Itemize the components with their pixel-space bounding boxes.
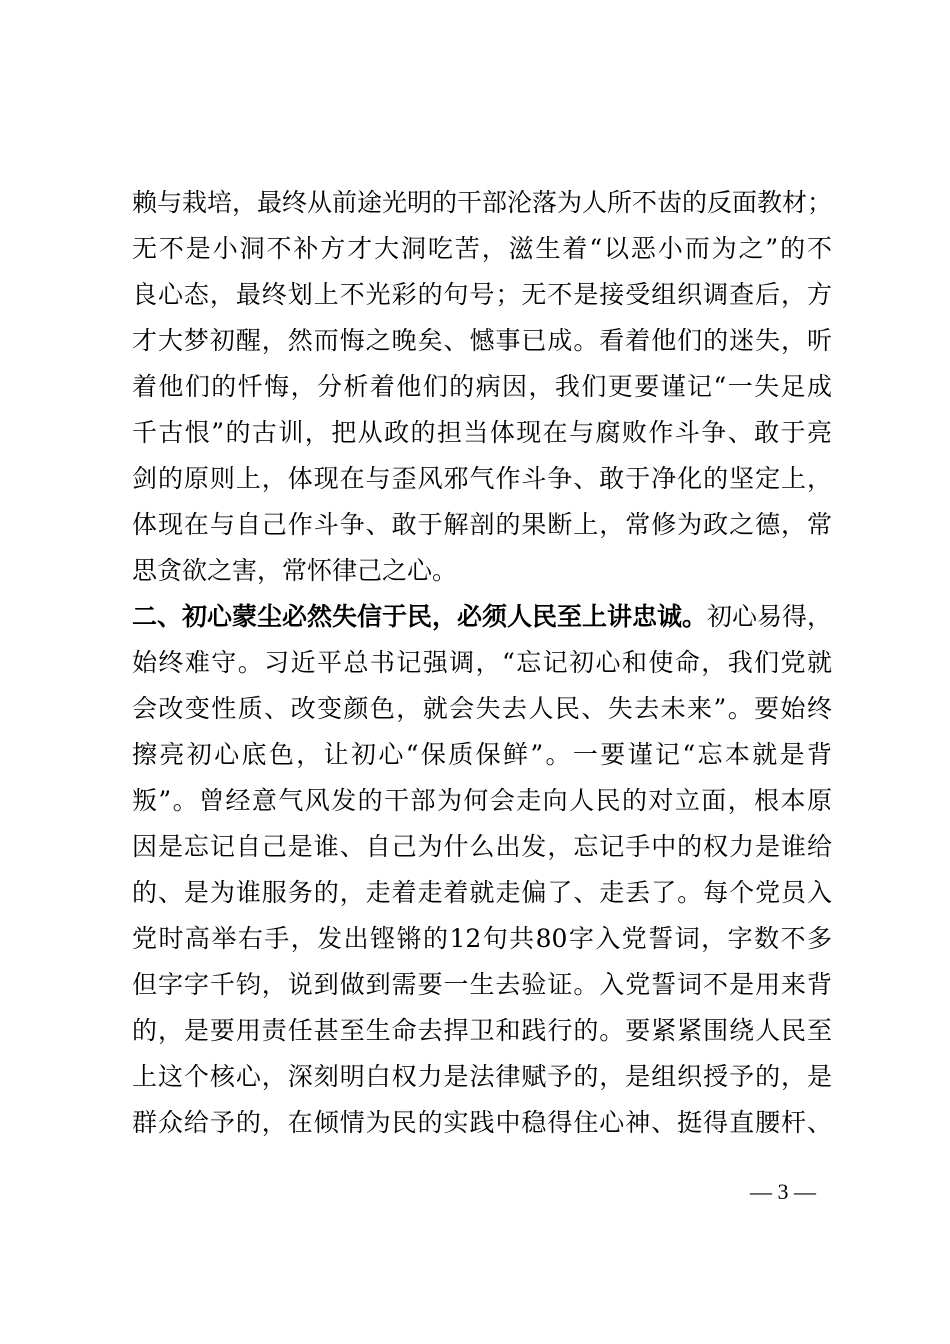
text-line-1: 赖与栽培，最终从前途光明的干部沦落为人所不齿的反面教材；	[132, 188, 833, 217]
text-line-14: 叛”。曾经意气风发的干部为何会走向人民的对立面，根本原	[132, 786, 832, 815]
text-line-7: 剑的原则上，体现在与歪风邪气作斗争、敢于净化的坚定上，	[132, 464, 832, 493]
text-line-20: 上这个核心，深刻明白权力是法律赋予的，是组织授予的，是	[132, 1062, 832, 1091]
text-line-18: 但字字千钧，说到做到需要一生去验证。入党誓词不是用来背	[132, 970, 832, 999]
text-line-15: 因是忘记自己是谁、自己为什么出发，忘记手中的权力是谁给	[132, 832, 832, 861]
section-heading: 二、初心蒙尘必然失信于民，必须人民至上讲忠诚。	[132, 602, 708, 631]
text-line-13: 擦亮初心底色，让初心“保质保鲜”。一要谨记“忘本就是背	[132, 740, 832, 769]
text-line-12: 会改变性质、改变颜色，就会失去人民、失去未来”。要始终	[132, 694, 832, 723]
heading-continuation: 初心易得，	[707, 602, 833, 631]
text-line-21: 群众给予的，在倾情为民的实践中稳得住心神、挺得直腰杆、	[132, 1108, 832, 1137]
text-line-16: 的、是为谁服务的，走着走着就走偏了、走丢了。每个党员入	[132, 878, 832, 907]
text-line-3: 良心态，最终划上不光彩的句号；无不是接受组织调查后，方	[132, 280, 832, 309]
body-text	[132, 180, 832, 1146]
text-line-5: 着他们的忏悔，分析着他们的病因，我们更要谨记“一失足成	[132, 372, 832, 401]
text-line-4: 才大梦初醒，然而悔之晚矣、憾事已成。看着他们的迷失，听	[132, 326, 832, 355]
text-line-6: 千古恨”的古训，把从政的担当体现在与腐败作斗争、敢于亮	[132, 418, 832, 447]
text-line-2: 无不是小洞不补方才大洞吃苦，滋生着“以恶小而为之”的不	[132, 234, 832, 263]
text-line-8: 体现在与自己作斗争、敢于解剖的果断上，常修为政之德，常	[132, 510, 832, 539]
text-line-11: 始终难守。习近平总书记强调，“忘记初心和使命，我们党就	[132, 648, 832, 677]
text-line-17: 党时高举右手，发出铿锵的12句共80字入党誓词，字数不多	[132, 924, 832, 953]
text-line-19: 的，是要用责任甚至生命去捍卫和践行的。要紧紧围绕人民至	[132, 1016, 832, 1045]
text-line-9: 思贪欲之害，常怀律己之心。	[132, 556, 458, 585]
page-number: — 3 —	[750, 1179, 816, 1204]
section-heading-line	[132, 594, 832, 640]
